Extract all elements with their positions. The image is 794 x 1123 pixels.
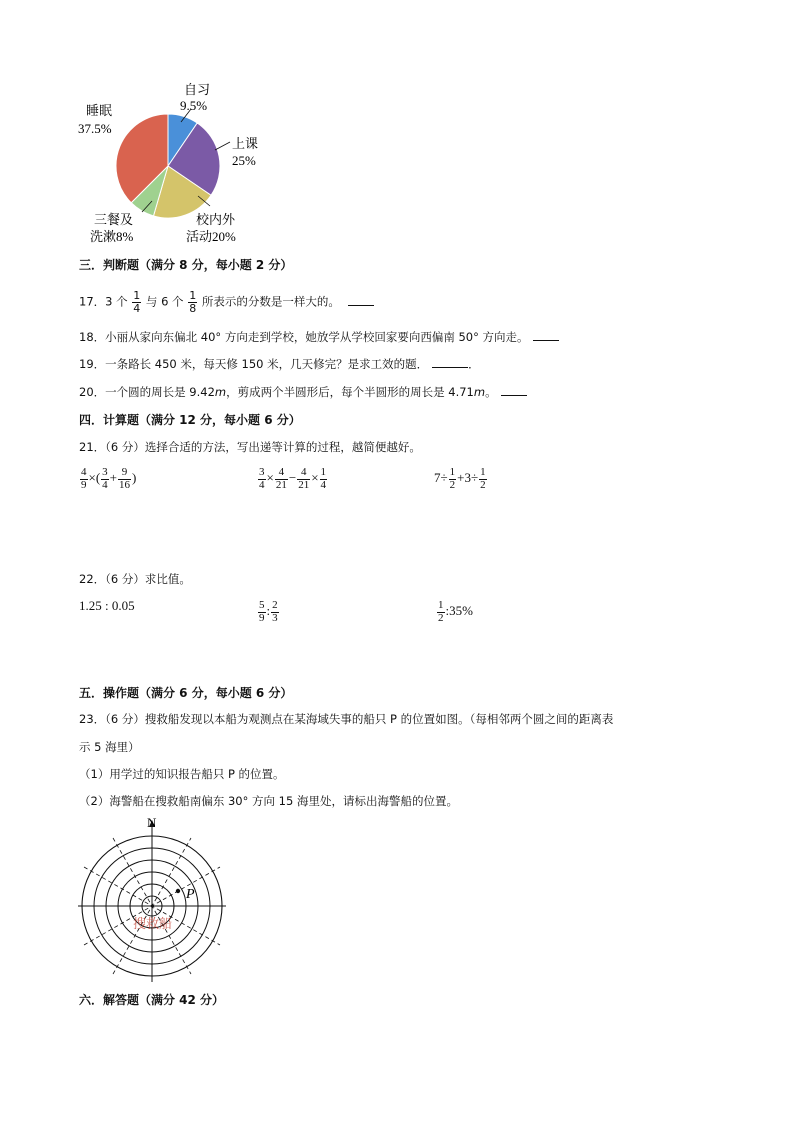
pie-chart bbox=[70, 78, 280, 250]
q21-e3-f1-den: 2 bbox=[449, 478, 456, 491]
q21-e2-f1-num: 3 bbox=[259, 466, 265, 478]
question-23-part-1: （1）用学过的知识报告船只 P 的位置。 bbox=[79, 767, 285, 781]
question-23-part-2: （2）海警船在搜救船南偏东 30° 方向 15 海里处，请标出海警船的位置。 bbox=[79, 794, 458, 808]
q21-e1-f3-num: 9 bbox=[118, 467, 131, 480]
q19-end: ． bbox=[468, 357, 480, 371]
north-label: N bbox=[147, 815, 157, 830]
q22-e2-colon: : bbox=[266, 603, 271, 619]
q20-unit-2: m bbox=[473, 385, 486, 399]
q19-text: 19．一条路长 450 米，每天修 150 米，几天修完？是求工效的题． bbox=[79, 357, 429, 371]
q21-e1-f3-den: 16 bbox=[119, 478, 131, 491]
q21-e1-f1-num: 4 bbox=[81, 466, 87, 478]
q22-e3-f1-den: 2 bbox=[438, 611, 444, 624]
q21-expression-3 bbox=[434, 467, 488, 491]
q21-e1-f2-num: 3 bbox=[102, 466, 108, 478]
section-5-heading: 五．操作题（满分 6 分，每小题 6 分） bbox=[79, 686, 293, 700]
q21-e1-op1: ×( bbox=[88, 470, 101, 486]
question-18 bbox=[79, 329, 559, 345]
question-21-stem: 21．（6 分）选择合适的方法，写出递等计算的过程，越简便越好。 bbox=[79, 440, 421, 454]
pie-label-shuimian-name: 睡眠 bbox=[86, 103, 113, 118]
q17-text-a: 17．3 个 bbox=[79, 294, 128, 309]
q21-e2-op1: × bbox=[266, 470, 274, 486]
q21-expression-1 bbox=[79, 467, 136, 491]
q20-text-c: 。 bbox=[485, 385, 497, 399]
q22-e3-rest: :35% bbox=[445, 603, 473, 619]
pie-label-shuimian-pct: 37.5% bbox=[78, 121, 112, 136]
q17-f2-num: 1 bbox=[189, 289, 197, 302]
pie-label-shangke-pct: 25% bbox=[232, 153, 256, 168]
q20-text-b: ，剪成两个半圆形后，每个半圆形的周长是 4.71 bbox=[226, 385, 474, 399]
q21-e2-f2-den: 21 bbox=[275, 478, 287, 491]
q21-e3-f2-den: 2 bbox=[480, 478, 486, 491]
q21-e2-op3: × bbox=[311, 470, 319, 486]
question-23-stem-line-1: 23．（6 分）搜救船发现以本船为观测点在某海域失事的船只 P 的位置如图。（每相邻两个圆之间的距离表 bbox=[79, 712, 614, 726]
q21-e1-op3: ) bbox=[132, 470, 137, 486]
q21-e2-f1-den: 4 bbox=[259, 478, 265, 491]
q21-e2-f4-den: 4 bbox=[320, 478, 327, 491]
section-4-heading: 四．计算题（满分 12 分，每小题 6 分） bbox=[79, 413, 301, 427]
q17-f2-den: 8 bbox=[189, 301, 197, 315]
question-19 bbox=[79, 356, 480, 372]
q22-e2-f2-num: 2 bbox=[272, 599, 278, 611]
q22-e2-f1-den: 9 bbox=[259, 611, 265, 624]
q22-e2-f1-num: 5 bbox=[259, 599, 265, 611]
q17-f1-num: 1 bbox=[133, 289, 141, 302]
q17-fraction-1 bbox=[132, 290, 141, 314]
q21-e1-f1-den: 9 bbox=[81, 478, 87, 491]
search-ship-label: 搜救船 bbox=[133, 916, 173, 931]
q20-unit-1: m bbox=[214, 385, 227, 399]
q21-e2-f3-den: 21 bbox=[298, 478, 310, 491]
q21-e3-b: +3÷ bbox=[457, 470, 479, 486]
q20-text-a: 20．一个圆的周长是 9.42 bbox=[79, 385, 215, 399]
q21-e3-f2-num: 1 bbox=[480, 466, 486, 478]
q22-e2-f2-den: 3 bbox=[272, 611, 278, 624]
q21-e1-f2-den: 4 bbox=[102, 478, 108, 491]
q22-expression-3 bbox=[436, 600, 473, 624]
q18-answer-blank[interactable] bbox=[533, 329, 559, 341]
ship-p-label: P bbox=[186, 887, 195, 902]
q20-answer-blank[interactable] bbox=[501, 384, 527, 396]
q21-e1-op2: + bbox=[109, 470, 118, 486]
question-17 bbox=[79, 290, 374, 314]
q22-e3-f1-num: 1 bbox=[438, 599, 444, 611]
pie-label-sancan-1: 三餐及 bbox=[94, 212, 134, 227]
q22-expression-1: 1.25 : 0.05 bbox=[79, 598, 135, 613]
q17-text-c: 所表示的分数是一样大的。 bbox=[201, 294, 340, 309]
pie-label-zixi-name: 自习 bbox=[184, 82, 211, 97]
pie-label-huodong-1: 校内外 bbox=[196, 212, 236, 227]
polar-position-diagram bbox=[78, 814, 230, 988]
q17-text-b: 与 6 个 bbox=[145, 294, 184, 309]
pie-label-huodong-2: 活动20% bbox=[186, 229, 236, 244]
pie-label-sancan-2: 洗漱8% bbox=[90, 229, 134, 244]
q21-expression-2 bbox=[257, 467, 328, 491]
q21-e2-f3-num: 4 bbox=[297, 467, 310, 480]
q22-expression-2 bbox=[257, 600, 280, 624]
q21-e2-op2: − bbox=[288, 470, 297, 486]
pie-label-shangke-name: 上课 bbox=[232, 136, 259, 151]
q21-e3-f1-num: 1 bbox=[449, 466, 456, 478]
q18-text: 18．小丽从家向东偏北 40° 方向走到学校，她放学从学校回家要向西偏南 50° 方向走。 bbox=[79, 330, 529, 344]
section-3-heading: 三．判断题（满分 8 分，每小题 2 分） bbox=[79, 258, 293, 272]
q17-fraction-2 bbox=[188, 290, 197, 314]
q21-e2-f2-num: 4 bbox=[275, 467, 288, 480]
question-22-stem: 22．（6 分）求比值。 bbox=[79, 572, 191, 586]
section-6-heading: 六．解答题（满分 42 分） bbox=[79, 993, 225, 1007]
q21-e3-a: 7÷ bbox=[434, 470, 448, 486]
q21-e2-f4-num: 1 bbox=[320, 466, 327, 478]
question-20 bbox=[79, 384, 527, 400]
question-23-stem-line-2: 示 5 海里） bbox=[79, 740, 140, 754]
q17-answer-blank[interactable] bbox=[348, 294, 374, 306]
q19-answer-blank[interactable] bbox=[432, 356, 468, 368]
pie-label-zixi-pct: 9.5% bbox=[180, 98, 208, 113]
q17-f1-den: 4 bbox=[133, 301, 141, 315]
